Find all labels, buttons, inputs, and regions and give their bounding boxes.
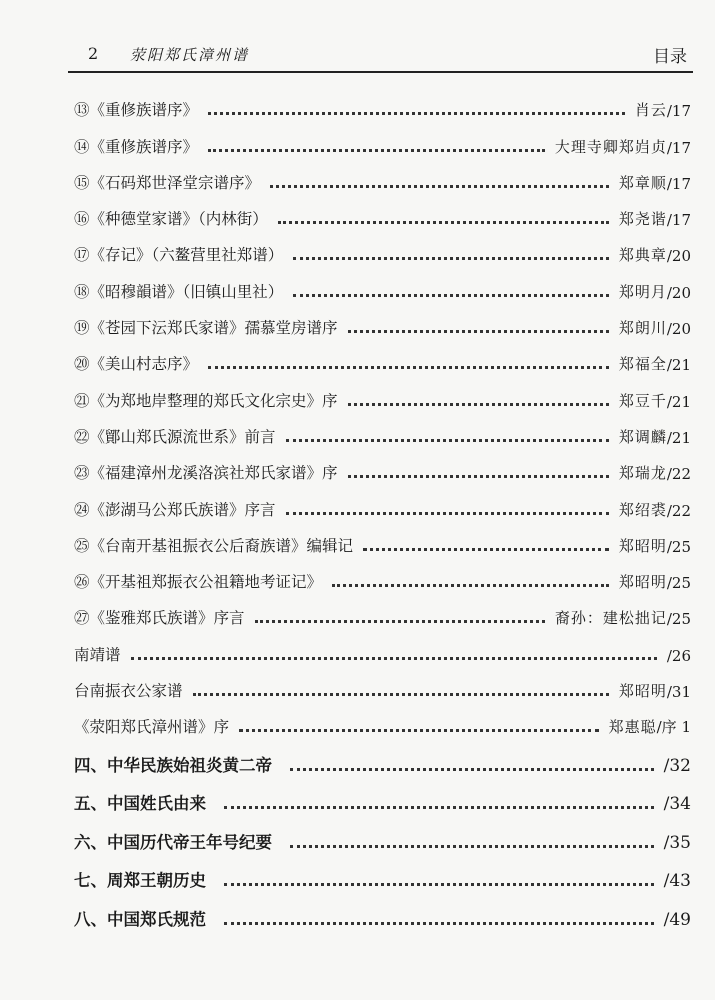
entry-title: 南靖谱 <box>74 645 121 664</box>
entry-author: 郑绍裘 <box>618 500 667 519</box>
entry-title: ⑭《重修族谱序》 <box>74 137 199 156</box>
leader-dots <box>239 729 599 732</box>
toc-entry[interactable] <box>74 84 691 120</box>
entry-title: ⑰《存记》（六鳌营里社郑谱） <box>74 246 284 265</box>
leader-dots <box>270 185 609 188</box>
leader-dots <box>208 112 625 115</box>
entry-title: ⑱《昭穆韻谱》（旧镇山里社） <box>74 282 284 301</box>
entry-title: ㉗《鉴雅郑氏族谱》序言 <box>74 609 245 628</box>
chapter-page: /43 <box>663 871 691 892</box>
toc-entry[interactable] <box>74 628 691 664</box>
leader-dots <box>290 845 654 848</box>
leader-dots <box>224 883 654 886</box>
entry-title: 《荥阳郑氏漳州谱》序 <box>74 718 230 737</box>
toc-entry[interactable] <box>74 447 691 483</box>
leader-dots <box>286 512 609 515</box>
entry-page: /17 <box>666 138 691 157</box>
entry-title: ㉖《开基祖郑振衣公祖籍地考证记》 <box>74 573 323 592</box>
book-title: 荥阳郑氏漳州谱 <box>130 46 250 64</box>
entry-page: /25 <box>666 537 691 556</box>
entry-title: ⑮《石码郑世泽堂宗谱序》 <box>74 173 261 192</box>
table-of-contents <box>74 84 691 930</box>
toc-entry[interactable] <box>74 157 691 193</box>
entry-title: ㉓《福建漳州龙溪洛滨社郑氏家谱》序 <box>74 464 338 483</box>
entry-title: ⑯《种德堂家谱》（内林街） <box>74 210 268 229</box>
entry-title: ⑳《美山村志序》 <box>74 355 199 374</box>
entry-author: 裔孙：建松拙记 <box>554 609 667 628</box>
leader-dots <box>278 221 609 224</box>
chapter-page: /35 <box>663 832 691 853</box>
chapter-page: /49 <box>663 909 691 930</box>
toc-entry[interactable] <box>74 483 691 519</box>
leader-dots <box>293 294 609 297</box>
entry-page: /22 <box>666 465 691 484</box>
entry-author: 郑福全 <box>618 355 667 374</box>
entry-author: 郑明月 <box>618 282 667 301</box>
toc-entry[interactable] <box>74 556 691 592</box>
toc-entry[interactable] <box>74 592 691 628</box>
entry-author: 郑惠聪 <box>608 718 657 737</box>
entry-page: /26 <box>666 646 691 665</box>
entry-author: 郑朗川 <box>618 319 667 338</box>
entry-author: 郑调麟 <box>618 427 667 446</box>
entry-author: 郑豆千 <box>618 391 667 410</box>
toc-entry[interactable] <box>74 701 691 737</box>
entry-title: 台南振衣公家谱 <box>74 682 183 701</box>
entry-page: /21 <box>666 428 691 447</box>
leader-dots <box>332 584 609 587</box>
leader-dots <box>131 657 657 660</box>
entry-author: 郑尧谐 <box>618 210 667 229</box>
toc-entry[interactable] <box>74 520 691 556</box>
chapter-title: 五、中国姓氏由来 <box>74 794 206 814</box>
section-title: 目录 <box>653 47 687 67</box>
entry-page: /21 <box>666 356 691 375</box>
leader-dots <box>348 475 609 478</box>
entry-page: /20 <box>666 320 691 339</box>
entry-author: 大理寺卿郑岿贞 <box>554 137 667 156</box>
toc-entry[interactable] <box>74 302 691 338</box>
chapter-page: /34 <box>663 794 691 815</box>
leader-dots <box>208 149 545 152</box>
entry-page: /17 <box>666 102 691 121</box>
leader-dots <box>348 403 609 406</box>
entry-title: ㉒《鄮山郑氏源流世系》前言 <box>74 427 276 446</box>
chapter-title: 六、中国历代帝王年号纪要 <box>74 832 272 852</box>
entry-page: /序 1 <box>656 718 691 737</box>
entry-title: ㉕《台南开基祖振衣公后裔族谱》编辑记 <box>74 536 354 555</box>
page-header <box>68 42 693 70</box>
chapter-title: 八、中国郑氏规范 <box>74 909 206 929</box>
entry-page: /20 <box>666 247 691 266</box>
leader-dots <box>208 366 609 369</box>
entry-page: /31 <box>666 683 691 702</box>
page-number: 2 <box>88 44 99 63</box>
leader-dots <box>363 548 609 551</box>
leader-dots <box>224 922 654 925</box>
entry-page: /22 <box>666 501 691 520</box>
leader-dots <box>224 806 654 809</box>
entry-author: 郑章顺 <box>618 173 667 192</box>
toc-entry[interactable] <box>74 265 691 301</box>
entry-page: /20 <box>666 283 691 302</box>
entry-title: ㉑《为郑地岸整理的郑氏文化宗史》序 <box>74 391 338 410</box>
toc-chapter[interactable] <box>74 776 691 815</box>
chapter-title: 七、周郑王朝历史 <box>74 871 206 891</box>
entry-page: /17 <box>666 211 691 230</box>
entry-author: 郑昭明 <box>618 536 667 555</box>
toc-chapter[interactable] <box>74 891 691 930</box>
entry-author: 肖云 <box>634 101 667 120</box>
leader-dots <box>290 768 654 771</box>
toc-entry[interactable] <box>74 120 691 156</box>
leader-dots <box>286 439 609 442</box>
chapter-page: /32 <box>663 755 691 776</box>
chapter-title: 四、中华民族始祖炎黄二帝 <box>74 755 272 775</box>
entry-page: /25 <box>666 574 691 593</box>
entry-page: /25 <box>666 610 691 629</box>
entry-author: 郑瑞龙 <box>618 464 667 483</box>
entry-title: ㉔《澎湖马公郑氏族谱》序言 <box>74 500 276 519</box>
toc-entry[interactable] <box>74 338 691 374</box>
leader-dots <box>255 620 545 623</box>
toc-entry[interactable] <box>74 411 691 447</box>
entry-title: ⑬《重修族谱序》 <box>74 101 199 120</box>
toc-entry[interactable] <box>74 229 691 265</box>
entry-page: /17 <box>666 174 691 193</box>
leader-dots <box>348 330 609 333</box>
toc-chapter[interactable] <box>74 737 691 776</box>
entry-title: ⑲《苍园下沄郑氏家谱》孺慕堂房谱序 <box>74 319 338 338</box>
toc-chapter[interactable] <box>74 814 691 853</box>
header-rule <box>68 71 693 73</box>
leader-dots <box>293 257 609 260</box>
leader-dots <box>193 693 609 696</box>
toc-entry[interactable] <box>74 193 691 229</box>
entry-author: 郑昭明 <box>618 682 667 701</box>
toc-entry[interactable] <box>74 374 691 410</box>
toc-chapter[interactable] <box>74 853 691 892</box>
entry-page: /21 <box>666 392 691 411</box>
entry-author: 郑典章 <box>618 246 667 265</box>
entry-author: 郑昭明 <box>618 573 667 592</box>
toc-entry[interactable] <box>74 665 691 701</box>
